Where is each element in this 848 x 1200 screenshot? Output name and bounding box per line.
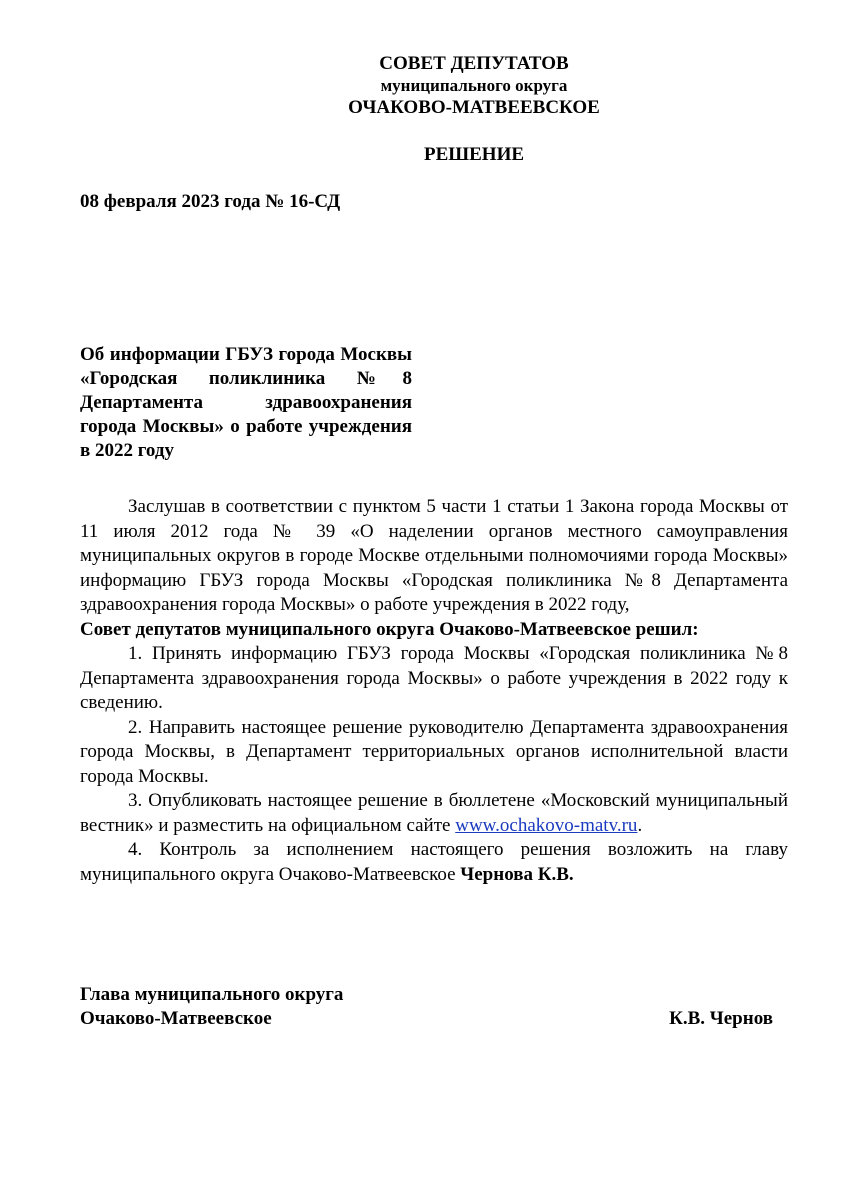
item-4-name: Чернова К.В. [460,863,574,885]
website-link[interactable]: www.ochakovo-matv.ru [455,814,638,836]
signature-title-line-2: Очаково-Матвеевское [80,1008,272,1029]
council-title: СОВЕТ ДЕПУТАТОВ [379,53,569,74]
document-header [160,0,788,119]
signature-row [80,1007,788,1031]
resolution-line: Совет депутатов муниципального округа Очаково-Матвеевское решил: [80,618,699,640]
item-3 [80,789,788,838]
item-3-end: . [637,814,643,836]
decision-subject: Об информации ГБУЗ города Москвы «Городская поликлиника №8 Департамента здравоохранения города Москвы» о работе учреждения в 2022 году [80,344,412,461]
signature-title-line-1: Глава муниципального округа [80,984,344,1005]
intro-paragraph: Заслушав в соответствии с пунктом 5 части 1 статьи 1 Закона города Москвы от 11 июля 2012 года № 39 «О наделении органов местного самоуправления муниципальных округов в городе Москве отдельными полномочиями города Москвы» информацию ГБУЗ города Москвы «Городская поликлиника №8 Департамента здравоохранения города Москвы» о работе учреждения в 2022 году, [80,496,788,615]
signatory-name: К.В. Чернов [669,1008,773,1029]
signature-block [80,983,788,1031]
item-4 [80,838,788,887]
item-2: 2. Направить настоящее решение руководителю Департамента здравоохранения города Москвы, в Департамент территориальных органов исполнительной власти города Москвы. [80,716,788,787]
decision-body [80,495,788,887]
decision-date-number: 08 февраля 2023 года № 16-СД [80,191,341,212]
item-3-text: 3. Опубликовать настоящее решение в бюллетене «Московский муниципальный вестник» и разместить на официальном сайте [80,790,788,836]
item-4-text: 4. Контроль за исполнением настоящего решения возложить на главу муниципального округа Очаково-Матвеевское [80,839,788,885]
district-label: муниципального округа [380,76,568,95]
decision-title: РЕШЕНИЕ [423,144,525,165]
district-name: ОЧАКОВО-МАТВЕЕВСКОЕ [348,97,600,118]
item-1: 1. Принять информацию ГБУЗ города Москвы «Городская поликлиника №8 Департамента здравоохранения города Москвы» о работе учреждения в 2022 году к сведению. [80,643,788,713]
